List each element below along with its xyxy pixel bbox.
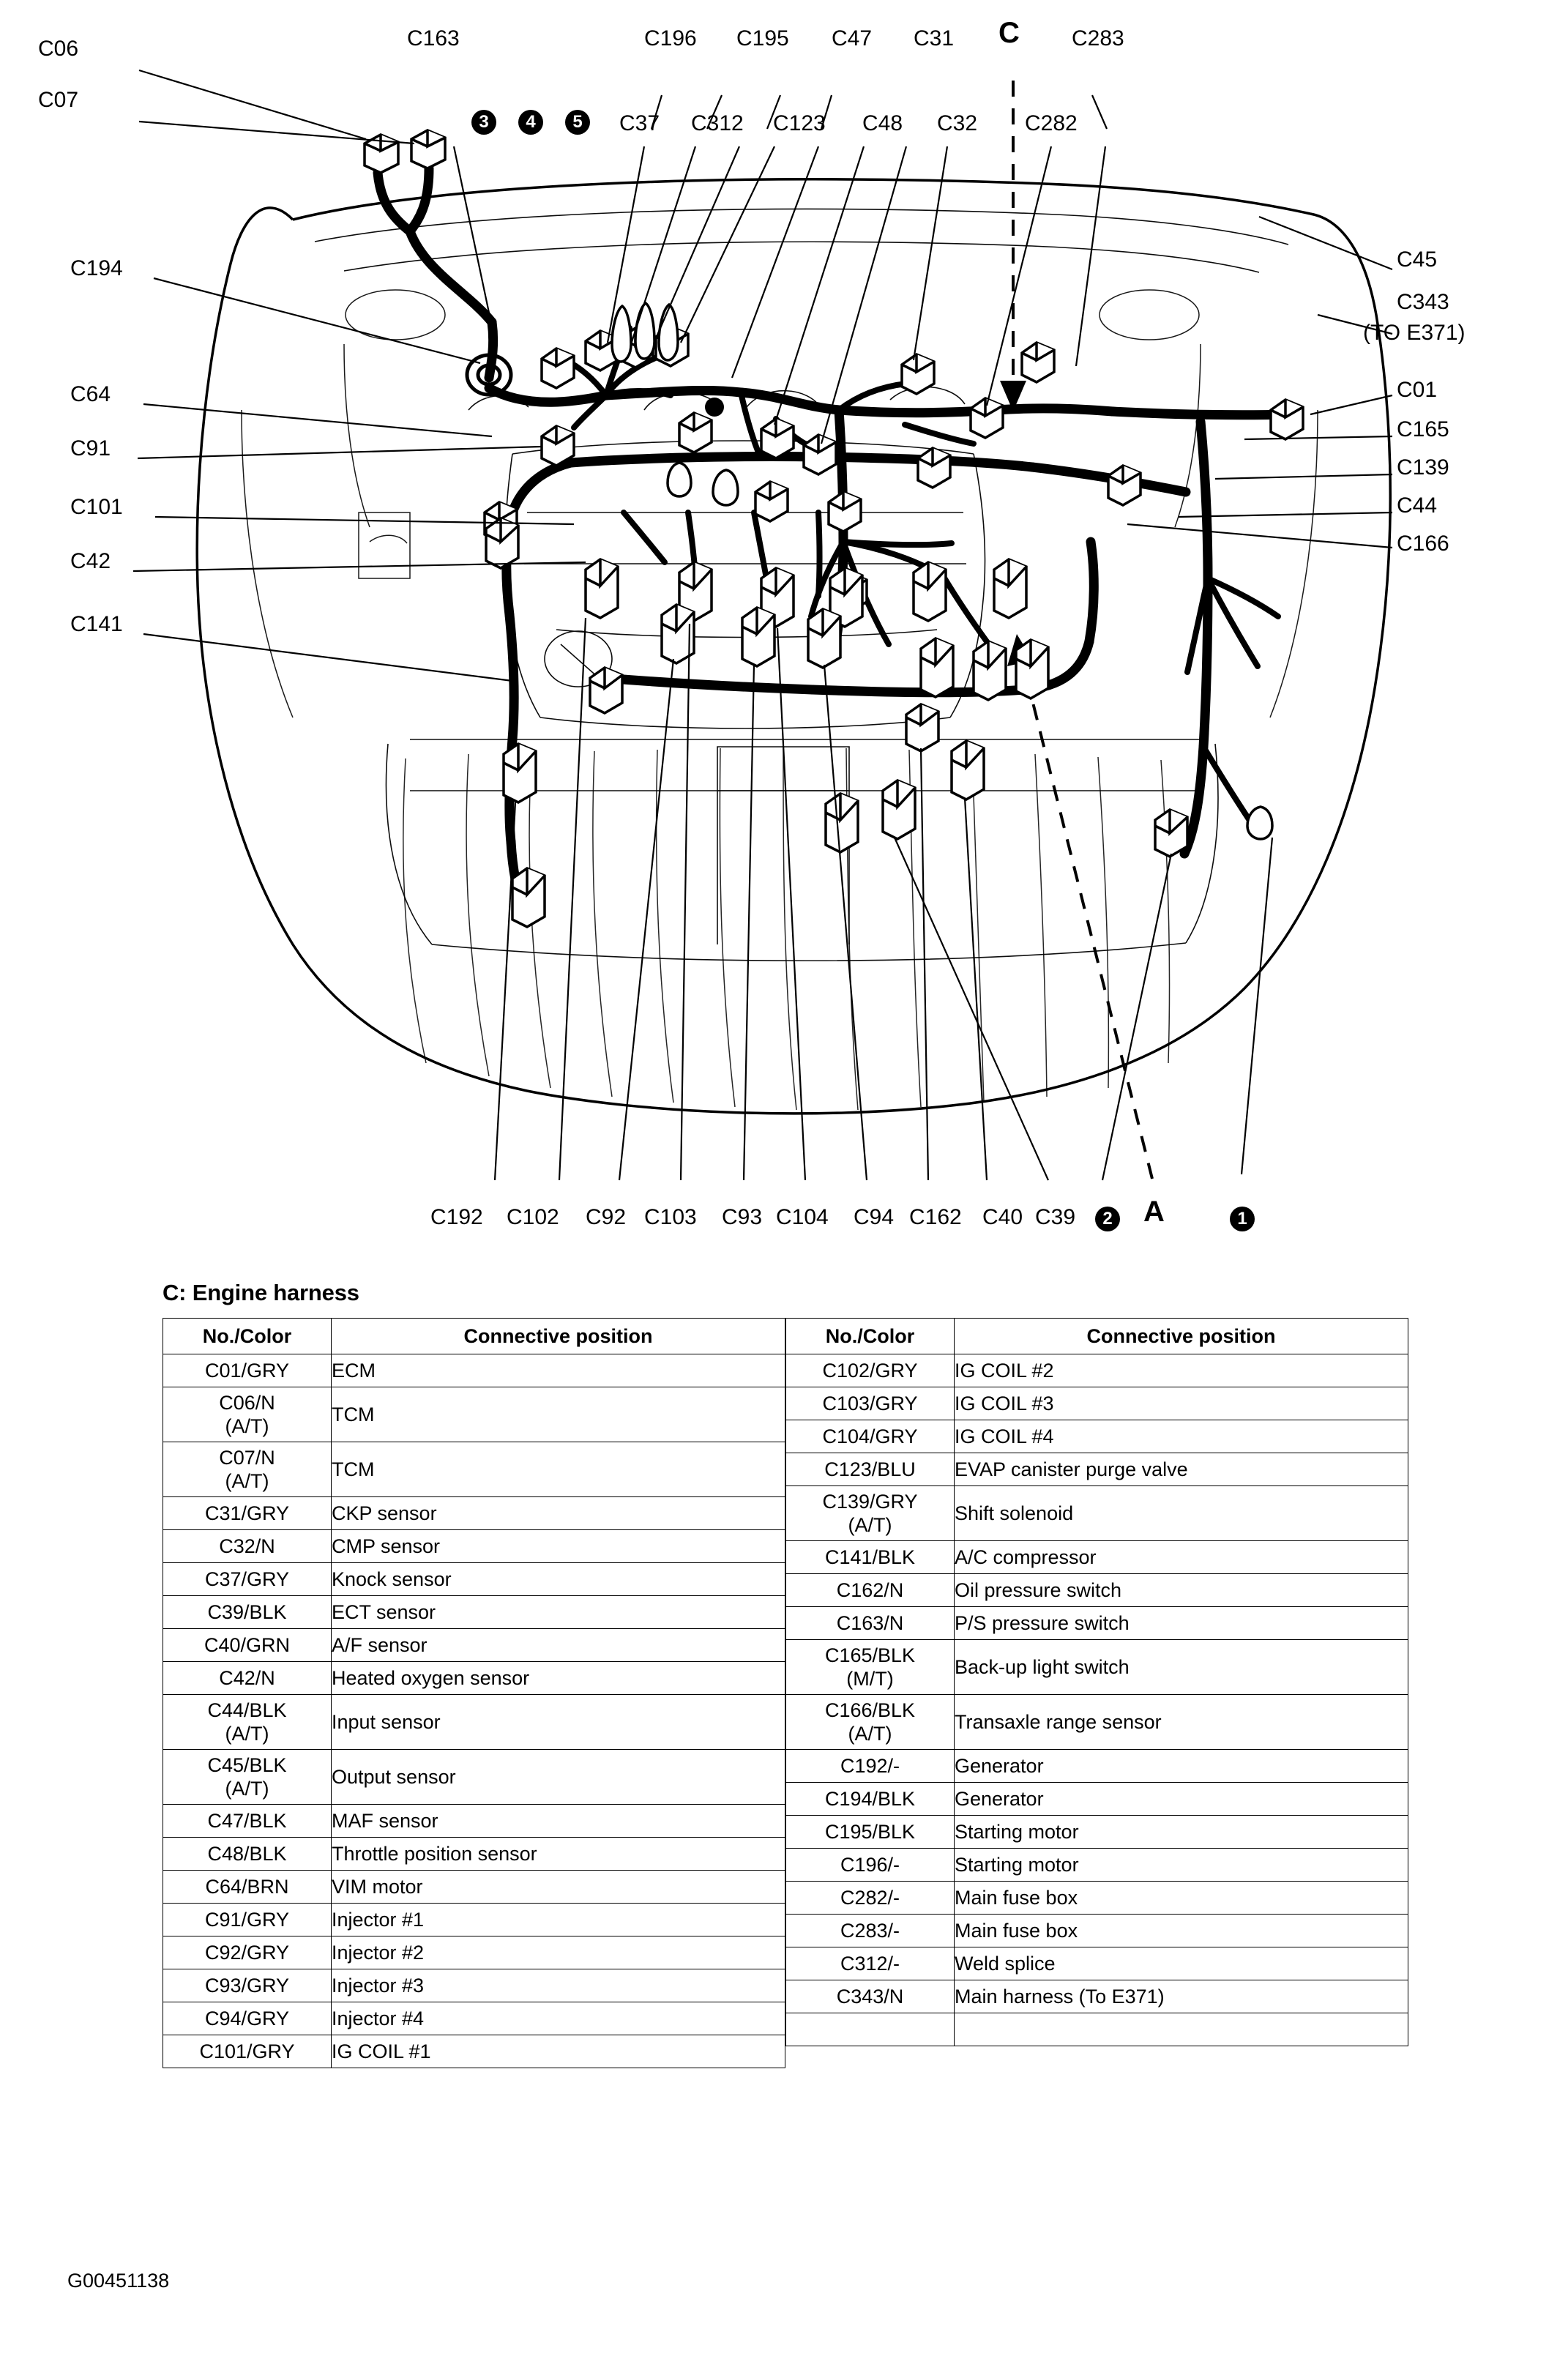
cell-no-color: C48/BLK: [163, 1838, 332, 1871]
table-row: [163, 1530, 785, 1563]
cell-no-color: C39/BLK: [163, 1596, 332, 1629]
callout-c40: C40: [982, 1205, 1023, 1229]
cell-connective-position: Back-up light switch: [955, 1640, 1408, 1695]
cell-connective-position: Transaxle range sensor: [955, 1695, 1408, 1750]
table-row: [786, 1420, 1408, 1453]
section-a-arrow: [1007, 634, 1152, 1179]
cell-no-color: C103/GRY: [786, 1387, 955, 1420]
table-row: [163, 1695, 785, 1750]
circle-marker-3: 3: [471, 110, 496, 135]
table-row: [163, 1497, 785, 1530]
table-row: [786, 1750, 1408, 1783]
cell-connective-position: Heated oxygen sensor: [332, 1662, 785, 1695]
table-row: [163, 1629, 785, 1662]
cell-connective-position: Main harness (To E371): [955, 1980, 1408, 2013]
table-row: [163, 1904, 785, 1936]
cell-no-color: C343/N: [786, 1980, 955, 2013]
cell-no-color: C102/GRY: [786, 1354, 955, 1387]
table-row: [163, 1354, 785, 1387]
cell-no-color: C07/N (A/T): [163, 1442, 332, 1497]
cell-no-color: C101/GRY: [163, 2035, 332, 2068]
callout-c195: C195: [736, 26, 789, 51]
table-row: [163, 2002, 785, 2035]
table-row: [163, 1662, 785, 1695]
callout-c196: C196: [644, 26, 697, 51]
cell-connective-position: A/F sensor: [332, 1629, 785, 1662]
callout-section-c: C: [998, 17, 1020, 49]
callout-c141: C141: [70, 612, 123, 636]
cell-no-color: C06/N (A/T): [163, 1387, 332, 1442]
cell-connective-position: Shift solenoid: [955, 1486, 1408, 1541]
header-no-color: No./Color: [163, 1319, 332, 1354]
callout-c102: C102: [507, 1205, 559, 1229]
cell-connective-position: VIM motor: [332, 1871, 785, 1904]
callout-c166: C166: [1397, 532, 1449, 556]
cell-no-color: C31/GRY: [163, 1497, 332, 1530]
cell-connective-position: Injector #3: [332, 1969, 785, 2002]
table-row: [786, 1849, 1408, 1882]
callout-c64: C64: [70, 382, 111, 406]
cell-no-color: C92/GRY: [163, 1936, 332, 1969]
callout-c192: C192: [430, 1205, 483, 1229]
cell-connective-position: Injector #4: [332, 2002, 785, 2035]
cell-connective-position: IG COIL #3: [955, 1387, 1408, 1420]
cell-no-color: C45/BLK (A/T): [163, 1750, 332, 1805]
callout-c104: C104: [776, 1205, 829, 1229]
callout-c31: C31: [914, 26, 955, 51]
cell-connective-position: Generator: [955, 1783, 1408, 1816]
table-row: [786, 1541, 1408, 1574]
callout-c44: C44: [1397, 493, 1438, 518]
cell-no-color: C93/GRY: [163, 1969, 332, 2002]
callout-c163: C163: [407, 26, 460, 51]
cell-connective-position: IG COIL #2: [955, 1354, 1408, 1387]
cell-no-color: C162/N: [786, 1574, 955, 1607]
header-connective-position: Connective position: [955, 1319, 1408, 1354]
table-row: [163, 1838, 785, 1871]
callout-c123: C123: [773, 111, 826, 135]
circle-marker-4: 4: [518, 110, 543, 135]
table-row: [163, 1563, 785, 1596]
harness-table-left: [163, 1318, 785, 2068]
callout-c39: C39: [1035, 1205, 1076, 1229]
cell-connective-position: ECM: [332, 1354, 785, 1387]
cell-no-color: C165/BLK (M/T): [786, 1640, 955, 1695]
table-row: [163, 2035, 785, 2068]
table-row: [163, 1387, 785, 1442]
cell-connective-position: TCM: [332, 1387, 785, 1442]
table-row: [163, 1750, 785, 1805]
callout-c94: C94: [854, 1205, 895, 1229]
callout-c06: C06: [38, 37, 79, 61]
table-row: [163, 1442, 785, 1497]
callout-c48: C48: [862, 111, 903, 135]
cell-no-color: C47/BLK: [163, 1805, 332, 1838]
cell-no-color: C94/GRY: [163, 2002, 332, 2035]
cell-no-color: C196/-: [786, 1849, 955, 1882]
callout-c93: C93: [722, 1205, 763, 1229]
callout-c103: C103: [644, 1205, 697, 1229]
cell-no-color: C32/N: [163, 1530, 332, 1563]
cell-connective-position: CMP sensor: [332, 1530, 785, 1563]
cell-connective-position: Main fuse box: [955, 1882, 1408, 1915]
cell-connective-position: EVAP canister purge valve: [955, 1453, 1408, 1486]
callout-c343: C343: [1397, 290, 1449, 314]
callout-c42: C42: [70, 549, 111, 573]
callout-c32: C32: [937, 111, 978, 135]
table-row: [786, 1816, 1408, 1849]
callout-c165: C165: [1397, 417, 1449, 441]
harness-table-title: C: Engine harness: [163, 1280, 359, 1305]
cell-connective-position: Injector #2: [332, 1936, 785, 1969]
table-row: [786, 1915, 1408, 1947]
callout-c282: C282: [1025, 111, 1078, 135]
table-row: [163, 1936, 785, 1969]
callout-c283: C283: [1072, 26, 1124, 51]
cell-no-color: C64/BRN: [163, 1871, 332, 1904]
cell-no-color: C44/BLK (A/T): [163, 1695, 332, 1750]
cell-connective-position: Generator: [955, 1750, 1408, 1783]
header-connective-position: Connective position: [332, 1319, 785, 1354]
table-row: [163, 1871, 785, 1904]
cell-connective-position: IG COIL #1: [332, 2035, 785, 2068]
cell-no-color: C192/-: [786, 1750, 955, 1783]
splice-dot: [705, 398, 724, 417]
cell-no-color: C91/GRY: [163, 1904, 332, 1936]
cell-connective-position: A/C compressor: [955, 1541, 1408, 1574]
callout-c01: C01: [1397, 378, 1438, 402]
circle-marker-1: 1: [1230, 1207, 1255, 1231]
table-row: [786, 1695, 1408, 1750]
cell-no-color: C42/N: [163, 1662, 332, 1695]
callout-c194: C194: [70, 256, 123, 280]
cell-connective-position: TCM: [332, 1442, 785, 1497]
table-row: [786, 1486, 1408, 1541]
table-row: [163, 1805, 785, 1838]
table-row: [163, 1596, 785, 1629]
table-header-row: [163, 1319, 785, 1354]
callout-c45: C45: [1397, 247, 1438, 272]
cell-connective-position: Input sensor: [332, 1695, 785, 1750]
cell-connective-position: Knock sensor: [332, 1563, 785, 1596]
callout-c101: C101: [70, 495, 123, 519]
cell-no-color: C195/BLK: [786, 1816, 955, 1849]
cell-connective-position: Injector #1: [332, 1904, 785, 1936]
callout-c47: C47: [832, 26, 873, 51]
callout-c162: C162: [909, 1205, 962, 1229]
harness-table-container: [163, 1318, 1407, 2068]
table-row: [786, 1947, 1408, 1980]
cell-connective-position: Starting motor: [955, 1849, 1408, 1882]
cell-connective-position: CKP sensor: [332, 1497, 785, 1530]
table-row: [786, 1783, 1408, 1816]
cell-connective-position: Starting motor: [955, 1816, 1408, 1849]
cell-connective-position: MAF sensor: [332, 1805, 785, 1838]
table-row: [786, 1453, 1408, 1486]
cell-connective-position: Main fuse box: [955, 1915, 1408, 1947]
table-row: [786, 1574, 1408, 1607]
cell-no-color: C141/BLK: [786, 1541, 955, 1574]
cell-connective-position: Output sensor: [332, 1750, 785, 1805]
cell-connective-position: ECT sensor: [332, 1596, 785, 1629]
table-row: [786, 1882, 1408, 1915]
callout-to-e371: (TO E371): [1363, 321, 1466, 345]
cell-no-color: C01/GRY: [163, 1354, 332, 1387]
callout-c91: C91: [70, 436, 111, 461]
table-row: [786, 1387, 1408, 1420]
circle-marker-2: 2: [1095, 1207, 1120, 1231]
cell-connective-position: Weld splice: [955, 1947, 1408, 1980]
cell-connective-position: Oil pressure switch: [955, 1574, 1408, 1607]
table-row: [786, 1354, 1408, 1387]
harness-table-right: [785, 1318, 1408, 2046]
cell-no-color: C104/GRY: [786, 1420, 955, 1453]
callout-c07: C07: [38, 88, 79, 112]
cell-no-color: C123/BLU: [786, 1453, 955, 1486]
cell-connective-position: [955, 2013, 1408, 2046]
cell-no-color: C312/-: [786, 1947, 955, 1980]
callout-c92: C92: [586, 1205, 627, 1229]
cell-no-color: C166/BLK (A/T): [786, 1695, 955, 1750]
table-row: [786, 2013, 1408, 2046]
cell-no-color: C37/GRY: [163, 1563, 332, 1596]
callout-c312: C312: [691, 111, 744, 135]
cell-no-color: C282/-: [786, 1882, 955, 1915]
callout-c139: C139: [1397, 455, 1449, 480]
cell-no-color: C283/-: [786, 1915, 955, 1947]
cell-no-color: C194/BLK: [786, 1783, 955, 1816]
cell-no-color: C163/N: [786, 1607, 955, 1640]
table-row: [786, 1980, 1408, 2013]
callout-section-a: A: [1143, 1196, 1165, 1228]
cell-no-color: [786, 2013, 955, 2046]
figure-code: G00451138: [67, 2270, 170, 2292]
body-inner-lines: [315, 209, 1288, 961]
cell-no-color: C40/GRN: [163, 1629, 332, 1662]
callout-c37: C37: [619, 111, 660, 135]
table-header-row: [786, 1319, 1408, 1354]
table-row: [786, 1607, 1408, 1640]
cell-connective-position: P/S pressure switch: [955, 1607, 1408, 1640]
circle-marker-5: 5: [565, 110, 590, 135]
cell-connective-position: IG COIL #4: [955, 1420, 1408, 1453]
cell-connective-position: Throttle position sensor: [332, 1838, 785, 1871]
header-no-color: No./Color: [786, 1319, 955, 1354]
table-row: [786, 1640, 1408, 1695]
table-row: [163, 1969, 785, 2002]
cell-no-color: C139/GRY (A/T): [786, 1486, 955, 1541]
